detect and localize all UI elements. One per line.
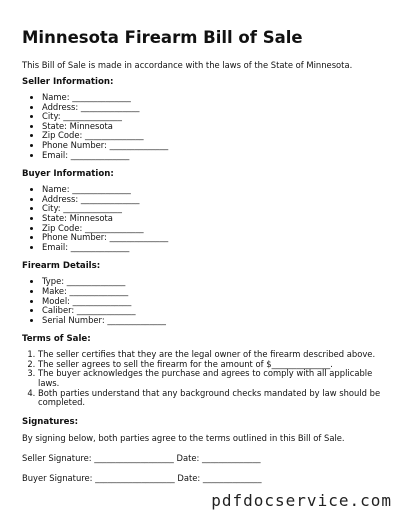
watermark: pdfdocservice.com bbox=[211, 491, 392, 510]
terms-item-ownership: 1. The seller certifies that they are the legal owner of the firearm described above. bbox=[38, 350, 392, 360]
seller-zip-field: • Zip Code: ______________ bbox=[42, 131, 392, 141]
terms-item-background-checks: 4. Both parties understand that any background checks mandated by law should be completed. bbox=[38, 389, 392, 408]
buyer-phone-field: • Phone Number: ______________ bbox=[42, 233, 392, 243]
seller-city-field: • City: ______________ bbox=[42, 112, 392, 122]
seller-heading: Seller Information: bbox=[22, 77, 114, 87]
firearm-type-field: • Type: ______________ bbox=[42, 277, 392, 287]
buyer-address-field: • Address: ______________ bbox=[42, 195, 392, 205]
buyer-zip-field: • Zip Code: ______________ bbox=[42, 224, 392, 234]
buyer-heading: Buyer Information: bbox=[22, 169, 114, 180]
terms-heading: Terms of Sale: bbox=[22, 334, 91, 345]
signatures-statement: By signing below, both parties agree to the terms outlined in this Bill of Sale. bbox=[22, 432, 345, 443]
buyer-city-field: • City: ______________ bbox=[42, 204, 392, 214]
seller-email-field: • Email: ______________ bbox=[42, 151, 392, 161]
intro-text: This Bill of Sale is made in accordance with the laws of the State of Minnesota. bbox=[22, 60, 353, 70]
terms-list bbox=[22, 350, 392, 408]
firearm-fields bbox=[22, 277, 392, 325]
seller-state-field: • State: Minnesota bbox=[42, 122, 392, 132]
firearm-caliber-field: • Caliber: ______________ bbox=[42, 306, 392, 316]
document-title: Minnesota Firearm Bill of Sale bbox=[22, 28, 303, 47]
signatures-heading: Signatures: bbox=[22, 416, 79, 427]
firearm-make-field: • Make: ______________ bbox=[42, 287, 392, 297]
buyer-name-field: • Name: ______________ bbox=[42, 185, 392, 195]
seller-fields bbox=[22, 93, 392, 160]
seller-name-field: • Name: ______________ bbox=[42, 93, 392, 103]
firearm-model-field: • Model: ______________ bbox=[42, 297, 392, 307]
seller-address-field: • Address: ______________ bbox=[42, 103, 392, 113]
document-page bbox=[22, 28, 392, 493]
terms-item-amount: 2. The seller agrees to sell the firearm for the amount of $______________. bbox=[38, 360, 392, 370]
seller-signature-line: Seller Signature: ___________________ Date: ______________ bbox=[22, 452, 261, 463]
firearm-serial-field: • Serial Number: ______________ bbox=[42, 316, 392, 326]
buyer-fields bbox=[22, 185, 392, 252]
buyer-email-field: • Email: ______________ bbox=[42, 243, 392, 253]
seller-phone-field: • Phone Number: ______________ bbox=[42, 141, 392, 151]
buyer-signature-line: Buyer Signature: ___________________ Date: ______________ bbox=[22, 472, 262, 483]
terms-item-compliance: 3. The buyer acknowledges the purchase and agrees to comply with all applicable laws. bbox=[38, 369, 392, 388]
buyer-state-field: • State: Minnesota bbox=[42, 214, 392, 224]
firearm-heading: Firearm Details: bbox=[22, 261, 101, 272]
